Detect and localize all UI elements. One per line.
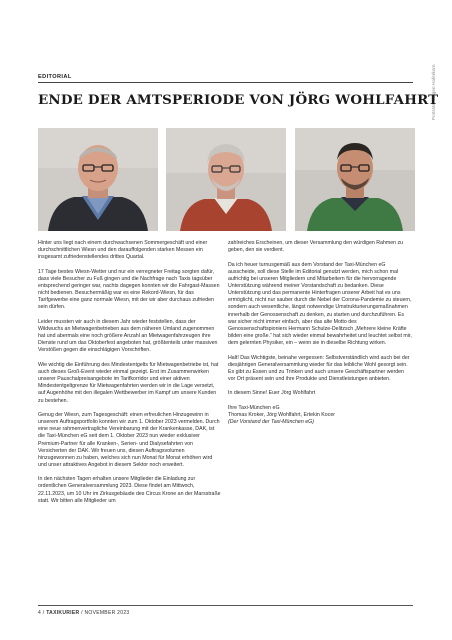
signature-role: (Der Vorstand der Taxi-München eG): [228, 419, 314, 426]
paragraph: In diesem Sinne! Euer Jörg Wohlfahrt: [228, 390, 316, 397]
headline: ENDE DER AMTSPERIODE VON JÖRG WOHLFAHRT: [38, 92, 439, 108]
magazine-name: TAXIKURIER: [46, 610, 80, 616]
signature-organization: Ihre Taxi-München eG: [228, 404, 280, 411]
paragraph: Halt! Das Wichtigste, beinahe vergessen: Selbstverständlich wird auch bei der diesjährigen Generalversammlung wieder für das leibliche Wohl gesorgt sein. Es gibt zu Essen und zu Trinken und auch unsere Geschäftspartner werden vor Ort präsent sein und ihre Produkte und Dienstleistungen anbieten.: [228, 354, 410, 383]
paragraph: Da ich heuer turnusgemäß aus dem Vorstand der Taxi-München eG ausscheide, soll diese Stelle im Editorial genutzt werden, mich schon mal aufrichtig bei unseren Mitgliedern und Mitarbeitern für die hervorragende Unterstützung während meiner Vorstandschaft zu bedanken. Diese Unterstützung und das permanente Hinterfragen unserer Arbeit hat es uns ermöglicht, nicht nur sauber durch die Nebel der Corona-Pandemie zu steuern, sondern auch wesentliche, längst notwendige Umstrukturierungsmaßnahmen innerhalb der Genossenschaft zu denken, zu starten und durchzuführen. Es war sicher nicht immer einfach, aber das alte Motto des Genossenschaftspioniers Hermann Schulze-Delitzsch „Mehrere kleine Kräfte bilden eine große.“ hat sich wieder einmal bewahrheitet und leuchtet selbst mir, dem gelernten Physiker, ein – wenn sie in dieselbe Richtung wirken.: [228, 261, 412, 347]
article-column-left: [38, 240, 222, 512]
page-number: 4: [38, 610, 42, 616]
footer-separator: /: [42, 610, 45, 616]
portrait-ertekin-kocer: [295, 128, 415, 231]
paragraph: Leider mussten wir auch in diesem Jahr wieder feststellen, dass der Wildwuchs an Mietwagenbetrieben aus dem näheren Umland zugenommen hat und abermals eine noch größere Anzahl an Mietwagenfahrzeugen ihre Dienste rund um das Oktoberfest angeboten hat, größtenteils unter massiven Verstößen gegen die einschlägigen Vorschriften.: [38, 318, 218, 354]
top-rule: [38, 82, 413, 83]
signature-names: Thomas Kroker, Jörg Wohlfahrt, Ertekin Kocer: [228, 411, 335, 418]
section-label: EDITORIAL: [38, 74, 72, 80]
article-column-right: [228, 240, 412, 426]
paragraph: Genug der Wiesn, zum Tagesgeschäft: einen erfreulichen Hinzugewinn in unserem Auftragsportfolio konnten wir zum 1. Oktober 2023 vermelden. Durch eine neue rahmenvertragliche Vereinbarung mit der Krankenkasse, DAK, ist die Taxi-München eG seit dem 1. Oktober 2023 nun wieder exklusiver Premium-Partner für alle Kranken-, Serien- und Dialysefahrten von Versicherten der DAK. Wir freuen uns, diesen Auftragsvolumen hinzugewonnen zu haben, welches sich nun Monat für Monat erhöhen wird und unser attraktives Angebot in diesem Sektor noch erweitert.: [38, 411, 220, 468]
portrait-thomas-kroker: [38, 128, 158, 231]
paragraph: In den nächsten Tagen erhalten unsere Mitglieder die Einladung zur ordentlichen Generalversammlung 2023. Diese findet am Mittwoch, 22.11.2023, um 10 Uhr im Zirkusgebäude des Circus Krone an der Marsstraße statt. Wir bitten alle Mitglieder um: [38, 476, 221, 504]
page-footer: [38, 610, 130, 616]
issue-date: / NOVEMBER 2023: [81, 610, 130, 616]
paragraph: Hinter uns liegt nach einem durchwachsenen Sommergeschäft und einer durchschnittlichen Wiesn und den darauffolgenden starken Messen ein insgesamt zufriedenstellendes drittes Quartal.: [38, 240, 208, 261]
paragraph: zahlreiches Erscheinen, um dieser Versammlung den würdigen Rahmen zu geben, den sie verdient.: [228, 240, 404, 254]
photo-credit: Porträts: Jürgen Haferkorn: [431, 64, 436, 120]
paragraph: 17 Tage bestes Wiesn-Wetter und nur ein verregneter Freitag sorgten dafür, dass viele Besucher zu Fuß gingen und die Nachfrage nach Taxis tagsüber entsprechend geringer war, nachts dagegen konnten wir die Fahrgast-Massen nicht bedienen. Besuchermäßig war es eine Rekord-Wiesn, für das Tarifgewerbe eine ganz normale Wiesn, mit der wir aber durchaus zufrieden sein dürfen.: [38, 268, 220, 311]
paragraph: Wie wichtig die Einführung des Mindestentgelts für Mietwagenbetriebe ist, hat auch dieses Groß-Event wieder einmal gezeigt. Erst im Zusammenwirken unserer Pauschalpreisangebote im Tarifkorridor und einer aktiven Mindestentgeltgrenze für Mietwagenfahrten werden wir in die Lage versetzt, auf Augenhöhe mit den illegalen Wettbewerber im Kampf um unsere Kunden zu bestehen.: [38, 361, 219, 404]
signature-block: [228, 405, 412, 426]
footer-rule: [38, 605, 413, 606]
portrait-joerg-wohlfahrt: [166, 128, 286, 231]
